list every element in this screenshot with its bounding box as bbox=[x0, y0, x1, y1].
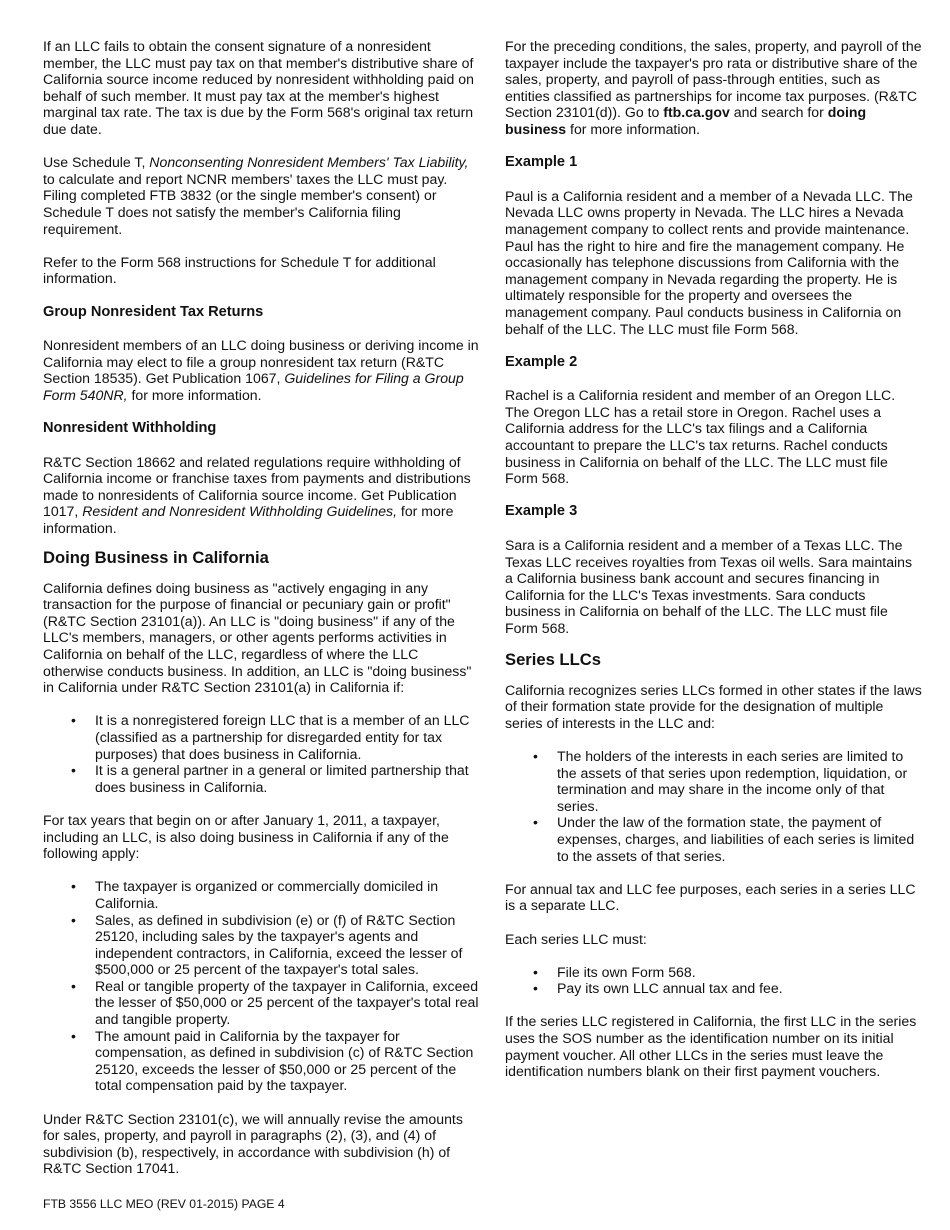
list-item: • The holders of the interests in each series are limited to the assets of that series upon redemption, liquidation, or termination and may share in the income only of that series. bbox=[533, 747, 908, 814]
heading-example-1: Example 1 bbox=[505, 154, 578, 171]
left-column bbox=[43, 38, 479, 1194]
list-item: • It is a general partner in a general or limited partnership that does business in California. bbox=[71, 762, 469, 795]
bullet-icon: • bbox=[533, 814, 538, 831]
bullet-icon: • bbox=[71, 762, 76, 779]
paragraph-series-recognition: California recognizes series LLCs formed in other states if the laws of their formation state provide for the designation of multiple series of interests in the LLC and: bbox=[505, 681, 922, 731]
right-column bbox=[505, 38, 923, 1096]
paragraph-separate-llc: For annual tax and LLC fee purposes, each series in a series LLC is a separate LLC. bbox=[505, 880, 916, 914]
paragraph-each-series: Each series LLC must: bbox=[505, 930, 647, 947]
paragraph-group-return: Nonresident members of an LLC doing business or deriving income in California may elect to file a group nonresident tax return (R&TC Section 18535). Get Publication 1067, Guidelines for Filing a Group Form 540NR, for more information. bbox=[43, 337, 479, 403]
paragraph-refer: Refer to the Form 568 instructions for Schedule T for additional information. bbox=[43, 253, 436, 287]
list-item: • Real or tangible property of the taxpayer in California, exceed the lesser of $50,000 or 25 percent of the taxpayer's total real and tangible property. bbox=[71, 977, 479, 1028]
list-series-requirements bbox=[505, 964, 923, 997]
bullet-icon: • bbox=[71, 977, 76, 994]
heading-doing-business: Doing Business in California bbox=[43, 547, 269, 567]
list-item: • Pay its own LLC annual tax and fee. bbox=[533, 980, 783, 997]
heading-example-2: Example 2 bbox=[505, 353, 578, 370]
list-doing-business-conditions bbox=[43, 712, 479, 795]
paragraph-sos-number: If the series LLC registered in California, the first LLC in the series uses the SOS number as the identification number on its initial payment voucher. All other LLCs in the series must leave the identification numbers blank on their first payment vouchers. bbox=[505, 1013, 917, 1080]
bullet-icon: • bbox=[71, 911, 76, 928]
paragraph-annual-revision: Under R&TC Section 23101(c), we will annually revise the amounts for sales, property, and payroll in paragraphs (2), (3), and (4) of subdivision (b), respectively, in accordance with subdivision (h) of R&TC Section 17041. bbox=[43, 1110, 463, 1177]
link-ftb: ftb.ca.gov bbox=[663, 104, 730, 121]
heading-example-3: Example 3 bbox=[505, 503, 578, 520]
search-term: doing business bbox=[505, 104, 867, 137]
paragraph-example-1: Paul is a California resident and a member of a Nevada LLC. The Nevada LLC owns property in Nevada. The LLC hires a Nevada management company to collect rents and provide maintenance. Paul has the right to hire and fire the management company. He occasionally has telephone discussions from California with the management company in Nevada regarding the property. He is ultimately responsible for the property and oversees the management company. Paul conducts business in California on behalf of the LLC. The LLC must file Form 568. bbox=[505, 187, 913, 337]
heading-series-llcs: Series LLCs bbox=[505, 649, 601, 669]
list-thresholds bbox=[43, 878, 479, 1094]
bullet-icon: • bbox=[533, 980, 538, 997]
paragraph-example-3: Sara is a California resident and a member of a Texas LLC. The Texas LLC receives royalties from Texas oil wells. Sara maintains a California business bank account and secures financing in California for the LLC's Texas investments. Sara conducts business in California on behalf of the LLC. The LLC must file Form 568. bbox=[505, 537, 913, 636]
paragraph-doing-business-definition: California defines doing business as "actively engaging in any transaction for the purpose of financial or pecuniary gain or profit" (R&TC Section 23101(a)). An LLC is "doing business" if any of the LLC's members, managers, or other agents performs activities in California on behalf of the LLC, regardless of where the LLC otherwise conducts business. In addition, an LLC is "doing business" in California under R&TC Section 23101(a) in California if: bbox=[43, 579, 472, 696]
page-footer: FTB 3556 LLC MEO (REV 01-2015) PAGE 4 bbox=[43, 1197, 285, 1211]
heading-group-nonresident: Group Nonresident Tax Returns bbox=[43, 303, 264, 320]
paragraph-consent: If an LLC fails to obtain the consent signature of a nonresident member, the LLC must pay tax on that member's distributive share of California source income reduced by nonresident withholding paid on behalf of such member. It must pay tax at the member's highest marginal tax rate. The tax is due by the Form 568's original tax return due date. bbox=[43, 38, 474, 137]
bullet-icon: • bbox=[71, 878, 76, 895]
bullet-icon: • bbox=[71, 1027, 76, 1044]
list-series-conditions bbox=[505, 748, 923, 864]
list-item: • It is a nonregistered foreign LLC that is a member of an LLC (classified as a partnership for disregarded entity for tax purposes) that does business in California. bbox=[71, 712, 470, 762]
list-item: • The taxpayer is organized or commercially domiciled in California. bbox=[71, 878, 439, 911]
list-item: • Sales, as defined in subdivision (e) or (f) of R&TC Section 25120, including sales by the taxpayer's agents and independent contractors, in California, exceed the lesser of $500,000 or 25 percent of the taxpayer's total sales. bbox=[71, 911, 463, 978]
bullet-icon: • bbox=[533, 963, 538, 980]
list-item: • File its own Form 568. bbox=[533, 963, 696, 980]
paragraph-schedule-t: Use Schedule T, Nonconsenting Nonresident Members' Tax Liability, to calculate and report NCNR members' taxes the LLC must pay. Filing completed FTB 3832 (or the single member's consent) or Schedule T does not satisfy the member's California filing requirement. bbox=[43, 154, 469, 237]
list-item: • The amount paid in California by the taxpayer for compensation, as defined in subdivision (c) of R&TC Section 25120, exceeds the lesser of $50,000 or 25 percent of the total compensation paid by the taxpayer. bbox=[71, 1027, 474, 1094]
paragraph-example-2: Rachel is a California resident and member of an Oregon LLC. The Oregon LLC has a retail store in Oregon. Rachel uses a California address for the LLC's tax filings and a California accountant to prepare the LLC's tax returns. Rachel conducts business in California on behalf of the LLC. The LLC must file Form 568. bbox=[505, 387, 896, 487]
paragraph-tax-years: For tax years that begin on or after January 1, 2011, a taxpayer, including an LLC, is also doing business in California if any of the following apply: bbox=[43, 811, 449, 862]
bullet-icon: • bbox=[71, 712, 76, 729]
heading-nonresident-withholding: Nonresident Withholding bbox=[43, 420, 217, 437]
list-item: • Under the law of the formation state, the payment of expenses, charges, and liabilities of each series is limited to the assets of that series. bbox=[533, 814, 915, 864]
paragraph-pass-through: For the preceding conditions, the sales, property, and payroll of the taxpayer include the taxpayer's pro rata or distributive share of the sales, property, and payroll of pass-through entities, such as entities classified as partnerships for income tax purposes. (R&TC Section 23101(d)). Go to ftb.ca.gov and search for doing business for more information. bbox=[505, 38, 922, 137]
paragraph-withholding: R&TC Section 18662 and related regulations require withholding of California income or franchise taxes from payments and distributions made to nonresidents of California source income. Get Publication 1017, Resident and Nonresident Withholding Guidelines, for more information. bbox=[43, 453, 471, 537]
bullet-icon: • bbox=[533, 747, 538, 764]
